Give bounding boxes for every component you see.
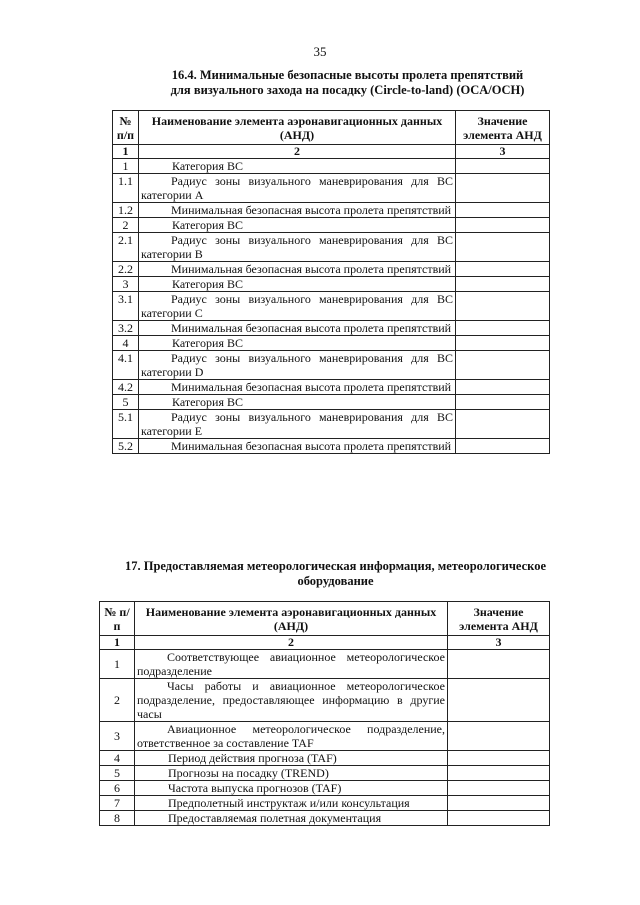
row-number: 5 [100,766,135,781]
element-value [456,203,550,218]
element-name: Минимальная безопасная высота пролета препятствий [139,203,456,218]
element-value [448,781,550,796]
element-name: Радиус зоны визуального маневрирования для ВС категории С [139,292,456,321]
title-line: 17. Предоставляемая метеорологическая информация, метеорологическое [124,559,547,573]
header-no: № п/п [100,602,135,636]
element-value [456,174,550,203]
row-number: 7 [100,796,135,811]
table-row [100,796,550,811]
element-name: Радиус зоны визуального маневрирования для ВС категории Е [139,410,456,439]
element-value [456,277,550,292]
header-value: Значение элемента АНД [448,602,550,636]
element-name: Соответствующее авиационное метеорологическое подразделение [135,650,448,679]
row-number: 1 [113,159,139,174]
title-line: для визуального захода на посадку (Circle-to-land) (OCA/OCH) [170,83,525,97]
table-row [100,811,550,826]
element-name: Категория ВС [139,395,456,410]
table-row [100,722,550,751]
table-row [100,650,550,679]
row-number: 3.1 [113,292,139,321]
row-number: 5 [113,395,139,410]
table-row [113,380,550,395]
table-row [113,233,550,262]
title-line: 16.4. Минимальные безопасные высоты пролета препятствий [171,68,524,82]
obstacle-clearance-table [112,110,550,454]
element-name: Категория ВС [139,336,456,351]
table-row [113,262,550,277]
table-row [113,218,550,233]
row-number: 2.2 [113,262,139,277]
element-value [456,218,550,233]
element-name: Радиус зоны визуального маневрирования для ВС категории В [139,233,456,262]
table-row [113,159,550,174]
element-name: Радиус зоны визуального маневрирования для ВС категории D [139,351,456,380]
element-name: Часы работы и авиационное метеорологическое подразделение, предоставляющее информацию в другие часы [135,679,448,722]
element-name: Радиус зоны визуального маневрирования для ВС категории А [139,174,456,203]
row-number: 5.1 [113,410,139,439]
element-name: Авиационное метеорологическое подразделение, ответственное за составление TAF [135,722,448,751]
header-value: Значение элемента АНД [456,111,550,145]
row-number: 3.2 [113,321,139,336]
table-row [113,351,550,380]
row-number: 1.2 [113,203,139,218]
element-name: Минимальная безопасная высота пролета препятствий [139,380,456,395]
element-name: Категория ВС [139,218,456,233]
element-value [448,811,550,826]
title-line: оборудование [297,574,374,588]
col-number: 1 [100,636,135,650]
element-value [456,262,550,277]
row-number: 1.1 [113,174,139,203]
row-number: 2 [113,218,139,233]
element-value [456,233,550,262]
row-number: 2 [100,679,135,722]
element-name: Минимальная безопасная высота пролета препятствий [139,321,456,336]
element-value [456,321,550,336]
element-name: Категория ВС [139,159,456,174]
row-number: 3 [113,277,139,292]
element-name: Предполетный инструктаж и/или консультация [135,796,448,811]
table-row [100,751,550,766]
element-value [448,650,550,679]
table-row [113,439,550,454]
table-row [113,292,550,321]
row-number: 6 [100,781,135,796]
element-value [456,351,550,380]
row-number: 4.1 [113,351,139,380]
table-row [113,410,550,439]
element-value [456,380,550,395]
element-value [448,751,550,766]
table-row [113,174,550,203]
col-number: 3 [448,636,550,650]
col-number: 1 [113,145,139,159]
meteorological-info-table [99,601,550,826]
page-number: 35 [313,44,327,59]
table-row [113,336,550,351]
element-value [456,395,550,410]
row-number: 3 [100,722,135,751]
element-value [456,439,550,454]
element-value [456,292,550,321]
element-value [448,722,550,751]
element-name: Прогнозы на посадку (TREND) [135,766,448,781]
element-value [448,766,550,781]
element-name: Период действия прогноза (TAF) [135,751,448,766]
table-row [113,203,550,218]
header-no: № п/п [113,111,139,145]
row-number: 5.2 [113,439,139,454]
row-number: 2.1 [113,233,139,262]
header-name: Наименование элемента аэронавигационных данных (АНД) [139,111,456,145]
row-number: 1 [100,650,135,679]
row-number: 4.2 [113,380,139,395]
element-value [456,336,550,351]
table-row [113,277,550,292]
table-row [113,395,550,410]
element-name: Категория ВС [139,277,456,292]
table-row [100,781,550,796]
section-17-title [98,559,573,589]
row-number: 8 [100,811,135,826]
table-row [113,321,550,336]
element-name: Минимальная безопасная высота пролета препятствий [139,439,456,454]
element-value [448,679,550,722]
element-name: Минимальная безопасная высота пролета препятствий [139,262,456,277]
col-number: 3 [456,145,550,159]
col-number: 2 [139,145,456,159]
col-number: 2 [135,636,448,650]
element-value [456,159,550,174]
element-value [448,796,550,811]
row-number: 4 [113,336,139,351]
table-row [100,679,550,722]
table-row [100,766,550,781]
element-name: Предоставляемая полетная документация [135,811,448,826]
header-name: Наименование элемента аэронавигационных данных (АНД) [135,602,448,636]
row-number: 4 [100,751,135,766]
section-16-4-title [120,68,575,98]
element-value [456,410,550,439]
element-name: Частота выпуска прогнозов (TAF) [135,781,448,796]
